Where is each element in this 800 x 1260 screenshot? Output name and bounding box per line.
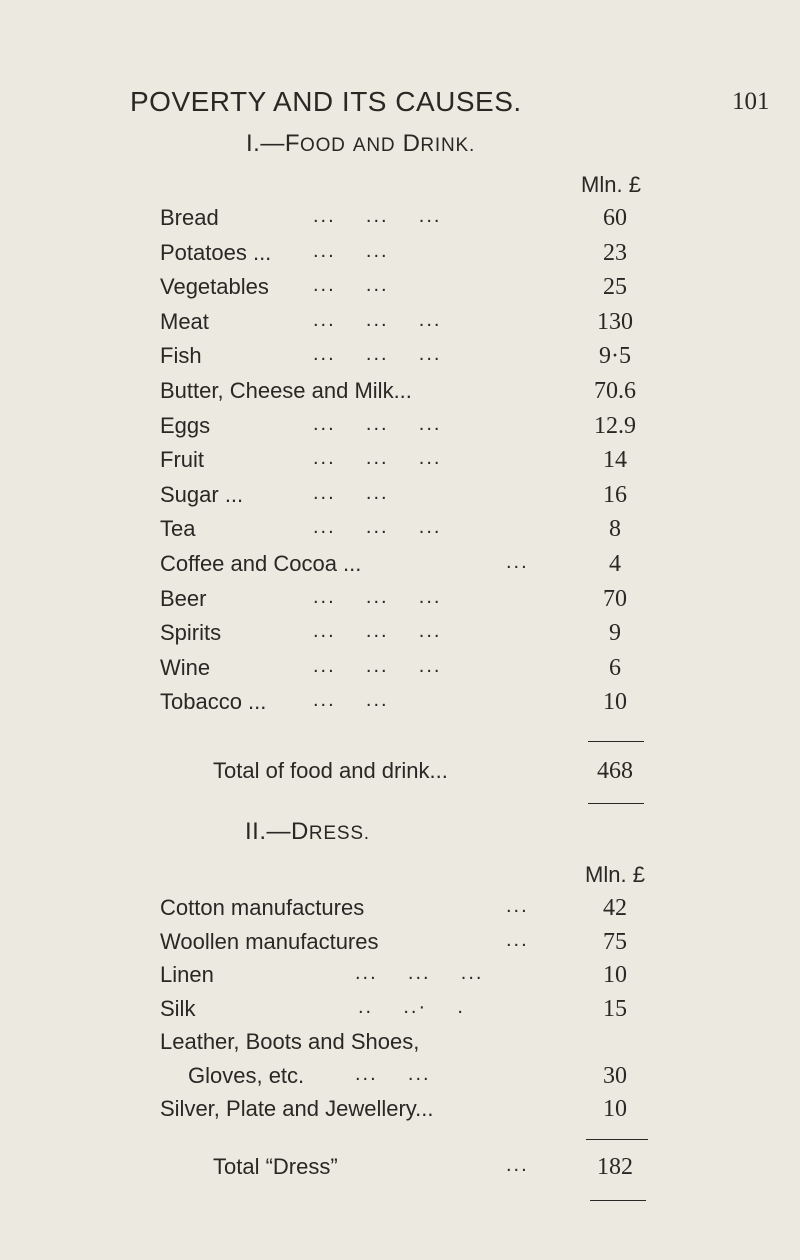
food-item-value: 9 xyxy=(609,620,621,647)
food-table-row xyxy=(0,482,800,516)
dress-item-value: 15 xyxy=(603,995,627,1022)
food-leader-dots: ... ... ... xyxy=(313,516,442,539)
food-table-row xyxy=(0,378,800,412)
dress-table-row xyxy=(0,1063,800,1097)
food-item-label: Fish xyxy=(160,343,202,369)
food-item-label: Coffee and Cocoa ... xyxy=(160,551,362,576)
food-table-row xyxy=(0,447,800,481)
dress-leader-dots: .. ..· . xyxy=(358,995,465,1018)
food-leader-dots: ... ... ... xyxy=(313,585,442,608)
food-item-value: 8 xyxy=(609,516,621,543)
food-item-label: Tea xyxy=(160,516,196,542)
food-item-label: Bread xyxy=(160,205,219,230)
food-leader-dots: ... ... xyxy=(313,274,389,297)
dress-item-label: Gloves, etc. xyxy=(188,1062,305,1088)
food-total-label: Total of food and drink... xyxy=(213,758,448,783)
food-item-label: Butter, Cheese and Milk... xyxy=(160,378,412,403)
dress-total-rule-above xyxy=(586,1139,648,1140)
food-item-label: Wine xyxy=(160,654,211,680)
food-leader-dots: ... ... xyxy=(313,239,389,262)
dress-table-row xyxy=(0,1029,800,1063)
dress-item-value: 30 xyxy=(603,1062,627,1089)
dress-total-label: Total “Dress” xyxy=(213,1154,338,1179)
food-title-word: FOOD xyxy=(284,130,346,157)
food-table-row xyxy=(0,551,800,585)
food-item-value: 12.9 xyxy=(594,412,636,439)
dress-table-row xyxy=(0,962,800,996)
dress-item-label: Cotton manufactures xyxy=(160,895,365,920)
food-table-row xyxy=(0,586,800,620)
food-item-value: 16 xyxy=(603,481,627,508)
dress-leader-dots: ... xyxy=(506,928,529,951)
food-unit-header: Mln. £ xyxy=(581,172,641,197)
food-table-row xyxy=(0,309,800,343)
food-leader-dots: ... ... ... xyxy=(313,654,442,677)
dress-total-value: 182 xyxy=(597,1154,633,1180)
food-item-label: Tobacco ... xyxy=(160,689,267,715)
dress-table-row xyxy=(0,996,800,1030)
food-item-value: 70.6 xyxy=(594,378,636,404)
dress-item-value: 10 xyxy=(603,1096,627,1122)
food-leader-dots: ... ... ... xyxy=(313,343,442,366)
running-head: POVERTY AND ITS CAUSES. xyxy=(130,86,522,117)
food-table-row xyxy=(0,655,800,689)
dress-item-label: Woollen manufactures xyxy=(160,928,379,954)
dress-leader-dots: ... ... xyxy=(355,1062,431,1085)
food-total-value: 468 xyxy=(597,758,633,784)
dress-title-word: DRESS. xyxy=(291,818,370,845)
food-item-label: Spirits xyxy=(160,620,222,646)
food-title-word: DRINK. xyxy=(402,130,476,157)
food-leader-dots: ... xyxy=(506,551,529,573)
food-item-value: 14 xyxy=(603,447,627,474)
food-table-row xyxy=(0,516,800,550)
food-table-row xyxy=(0,413,800,447)
dress-total-leader-dots: ... xyxy=(506,1154,529,1176)
food-table-row xyxy=(0,343,800,377)
food-total-row xyxy=(0,758,800,792)
food-table-row xyxy=(0,205,800,239)
food-item-value: 70 xyxy=(603,585,627,612)
dress-item-label: Linen xyxy=(160,962,214,987)
dress-section-title xyxy=(245,818,370,846)
food-item-value: 60 xyxy=(603,205,627,231)
food-item-value: 25 xyxy=(603,274,627,301)
food-leader-dots: ... ... ... xyxy=(313,308,442,331)
food-leader-dots: ... ... ... xyxy=(313,412,442,435)
food-table-row xyxy=(0,240,800,274)
dress-total-rule-below xyxy=(590,1200,646,1201)
food-item-label: Sugar ... xyxy=(160,481,244,507)
food-total-rule-below xyxy=(588,803,644,804)
dress-leader-dots: ... xyxy=(506,895,529,917)
dress-table-row xyxy=(0,1096,800,1130)
food-leader-dots: ... ... xyxy=(313,689,389,712)
food-item-label: Vegetables xyxy=(160,274,269,300)
food-item-label: Potatoes ... xyxy=(160,239,272,265)
food-item-value: 23 xyxy=(603,239,627,266)
food-item-label: Fruit xyxy=(160,447,204,473)
dress-table-row xyxy=(0,929,800,963)
food-leader-dots: ... ... ... xyxy=(313,447,442,470)
food-section-title xyxy=(246,130,475,158)
dress-item-label: Leather, Boots and Shoes, xyxy=(160,1029,420,1054)
food-leader-dots: ... ... ... xyxy=(313,620,442,643)
dress-item-value: 75 xyxy=(603,928,627,955)
food-leader-dots: ... ... xyxy=(313,481,389,504)
food-leader-dots: ... ... ... xyxy=(313,205,442,227)
dress-item-value: 10 xyxy=(603,962,627,988)
dress-item-value: 42 xyxy=(603,895,627,921)
dress-table-row xyxy=(0,895,800,929)
dress-unit-header: Mln. £ xyxy=(585,862,645,887)
food-item-value: 9·5 xyxy=(599,343,631,370)
dress-total-row xyxy=(0,1154,800,1188)
dress-title-number: II.— xyxy=(245,818,292,845)
food-table-row xyxy=(0,620,800,654)
food-table-row xyxy=(0,689,800,723)
dress-leader-dots: ... ... ... xyxy=(355,962,484,984)
food-total-rule-above xyxy=(588,741,644,742)
food-item-value: 10 xyxy=(603,689,627,716)
dress-item-label: Silver, Plate and Jewellery... xyxy=(160,1096,434,1121)
food-item-label: Meat xyxy=(160,308,209,334)
food-title-number: I.— xyxy=(246,130,285,157)
food-item-label: Eggs xyxy=(160,412,211,438)
food-item-label: Beer xyxy=(160,585,207,611)
food-item-value: 130 xyxy=(597,308,633,335)
food-title-word: AND xyxy=(352,135,396,156)
dress-item-label: Silk xyxy=(160,995,196,1021)
page-number: 101 xyxy=(732,88,770,115)
food-item-value: 6 xyxy=(609,654,621,681)
food-table-row xyxy=(0,274,800,308)
food-item-value: 4 xyxy=(609,551,621,577)
